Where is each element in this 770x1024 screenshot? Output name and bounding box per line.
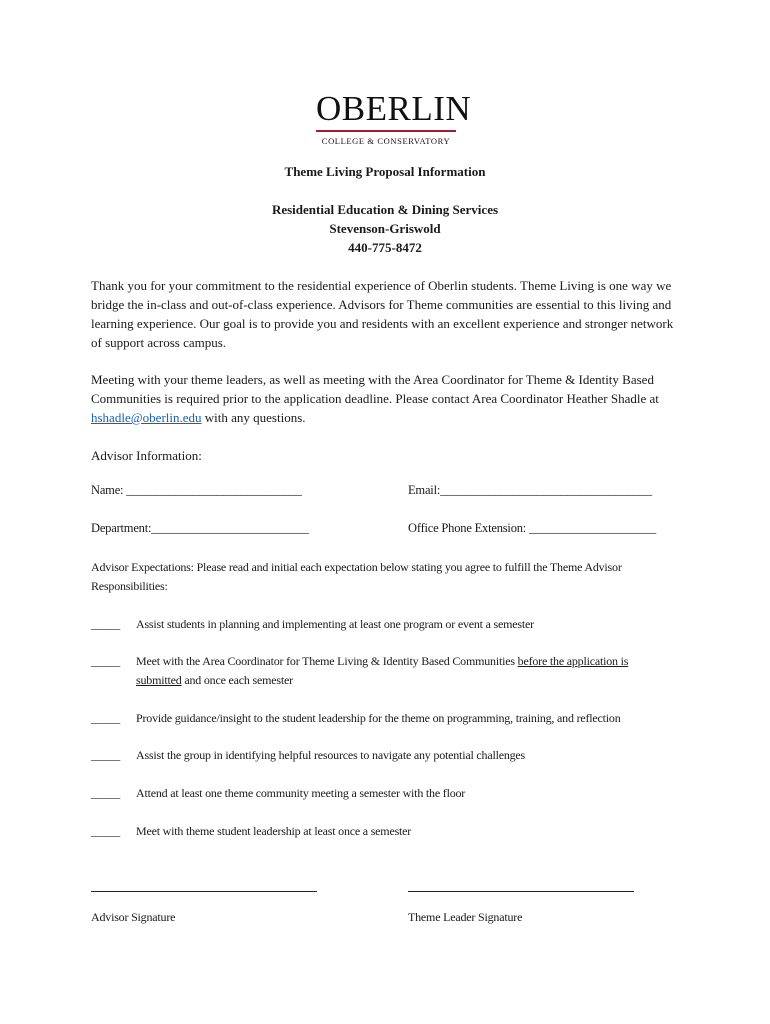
expectation-text: Meet with theme student leadership at least once a semester — [136, 824, 412, 838]
phone-extension-field[interactable]: Office Phone Extension: _____________________ — [408, 521, 657, 535]
leader-signature-label: Theme Leader Signature — [408, 910, 523, 924]
initial-blank[interactable]: _____ — [91, 748, 121, 762]
expectation-text: Provide guidance/insight to the student leadership for the theme on programming, training, and reflection — [136, 711, 621, 725]
logo-subtitle: COLLEGE & CONSERVATORY — [321, 136, 451, 146]
oberlin-logo — [316, 89, 472, 146]
expectations-intro: Advisor Expectations: Please read and initial each expectation below stating you agree to fulfill the Theme Advisor Responsibilities: — [91, 560, 622, 593]
logo-rule — [316, 130, 456, 132]
department-field[interactable]: Department:__________________________ — [91, 521, 309, 535]
page-title: Theme Living Proposal Information — [284, 164, 486, 179]
logo-name: OBERLIN — [316, 89, 472, 128]
advisor-signature-label: Advisor Signature — [91, 910, 176, 924]
deadline-underlined: before the application is submitted — [136, 654, 629, 687]
initial-blank[interactable]: _____ — [91, 617, 121, 631]
expectation-text: Assist students in planning and implementing at least one program or event a semester — [136, 617, 534, 631]
expectation-text: Attend at least one theme community meeting a semester with the floor — [136, 786, 466, 800]
initial-blank[interactable]: _____ — [91, 711, 121, 725]
building-name: Stevenson-Griswold — [329, 221, 441, 236]
email-link[interactable]: hshadle@oberlin.edu — [91, 410, 202, 425]
name-field[interactable]: Name: _____________________________ — [91, 483, 302, 497]
office-phone: 440-775-8472 — [348, 240, 422, 255]
leader-signature-line[interactable] — [408, 891, 634, 892]
advisor-info-heading: Advisor Information: — [91, 448, 202, 463]
intro-paragraph: Thank you for your commitment to the residential experience of Oberlin students. Theme Living is one way we bridge the in-class and out-of-class experience. Advisors for Theme communities are essential to this living and learning experience. Our goal is to provide you and residents with an excellent experience and stronger network of support across campus. — [91, 278, 674, 350]
meeting-paragraph — [91, 370, 681, 427]
meet-text-end: and once each semester — [181, 673, 293, 687]
initial-blank[interactable]: _____ — [91, 824, 121, 838]
expectation-text: Assist the group in identifying helpful resources to navigate any potential challenges — [136, 748, 526, 762]
email-field[interactable]: Email:___________________________________ — [408, 483, 652, 497]
meeting-text-end: with any questions. — [201, 410, 306, 425]
meeting-text: Meeting with your theme leaders, as well as meeting with the Area Coordinator for Theme & Identity Based Communities is required prior to the application deadline. Please contact Area Coordinator Heather Shadle at — [91, 372, 659, 406]
initial-blank[interactable]: _____ — [91, 786, 121, 800]
initial-blank[interactable]: _____ — [91, 654, 121, 668]
office-name: Residential Education & Dining Services — [271, 202, 499, 217]
meet-text: Meet with the Area Coordinator for Theme Living & Identity Based Communities — [136, 654, 518, 668]
advisor-signature-line[interactable] — [91, 891, 317, 892]
expectation-text — [136, 652, 676, 690]
